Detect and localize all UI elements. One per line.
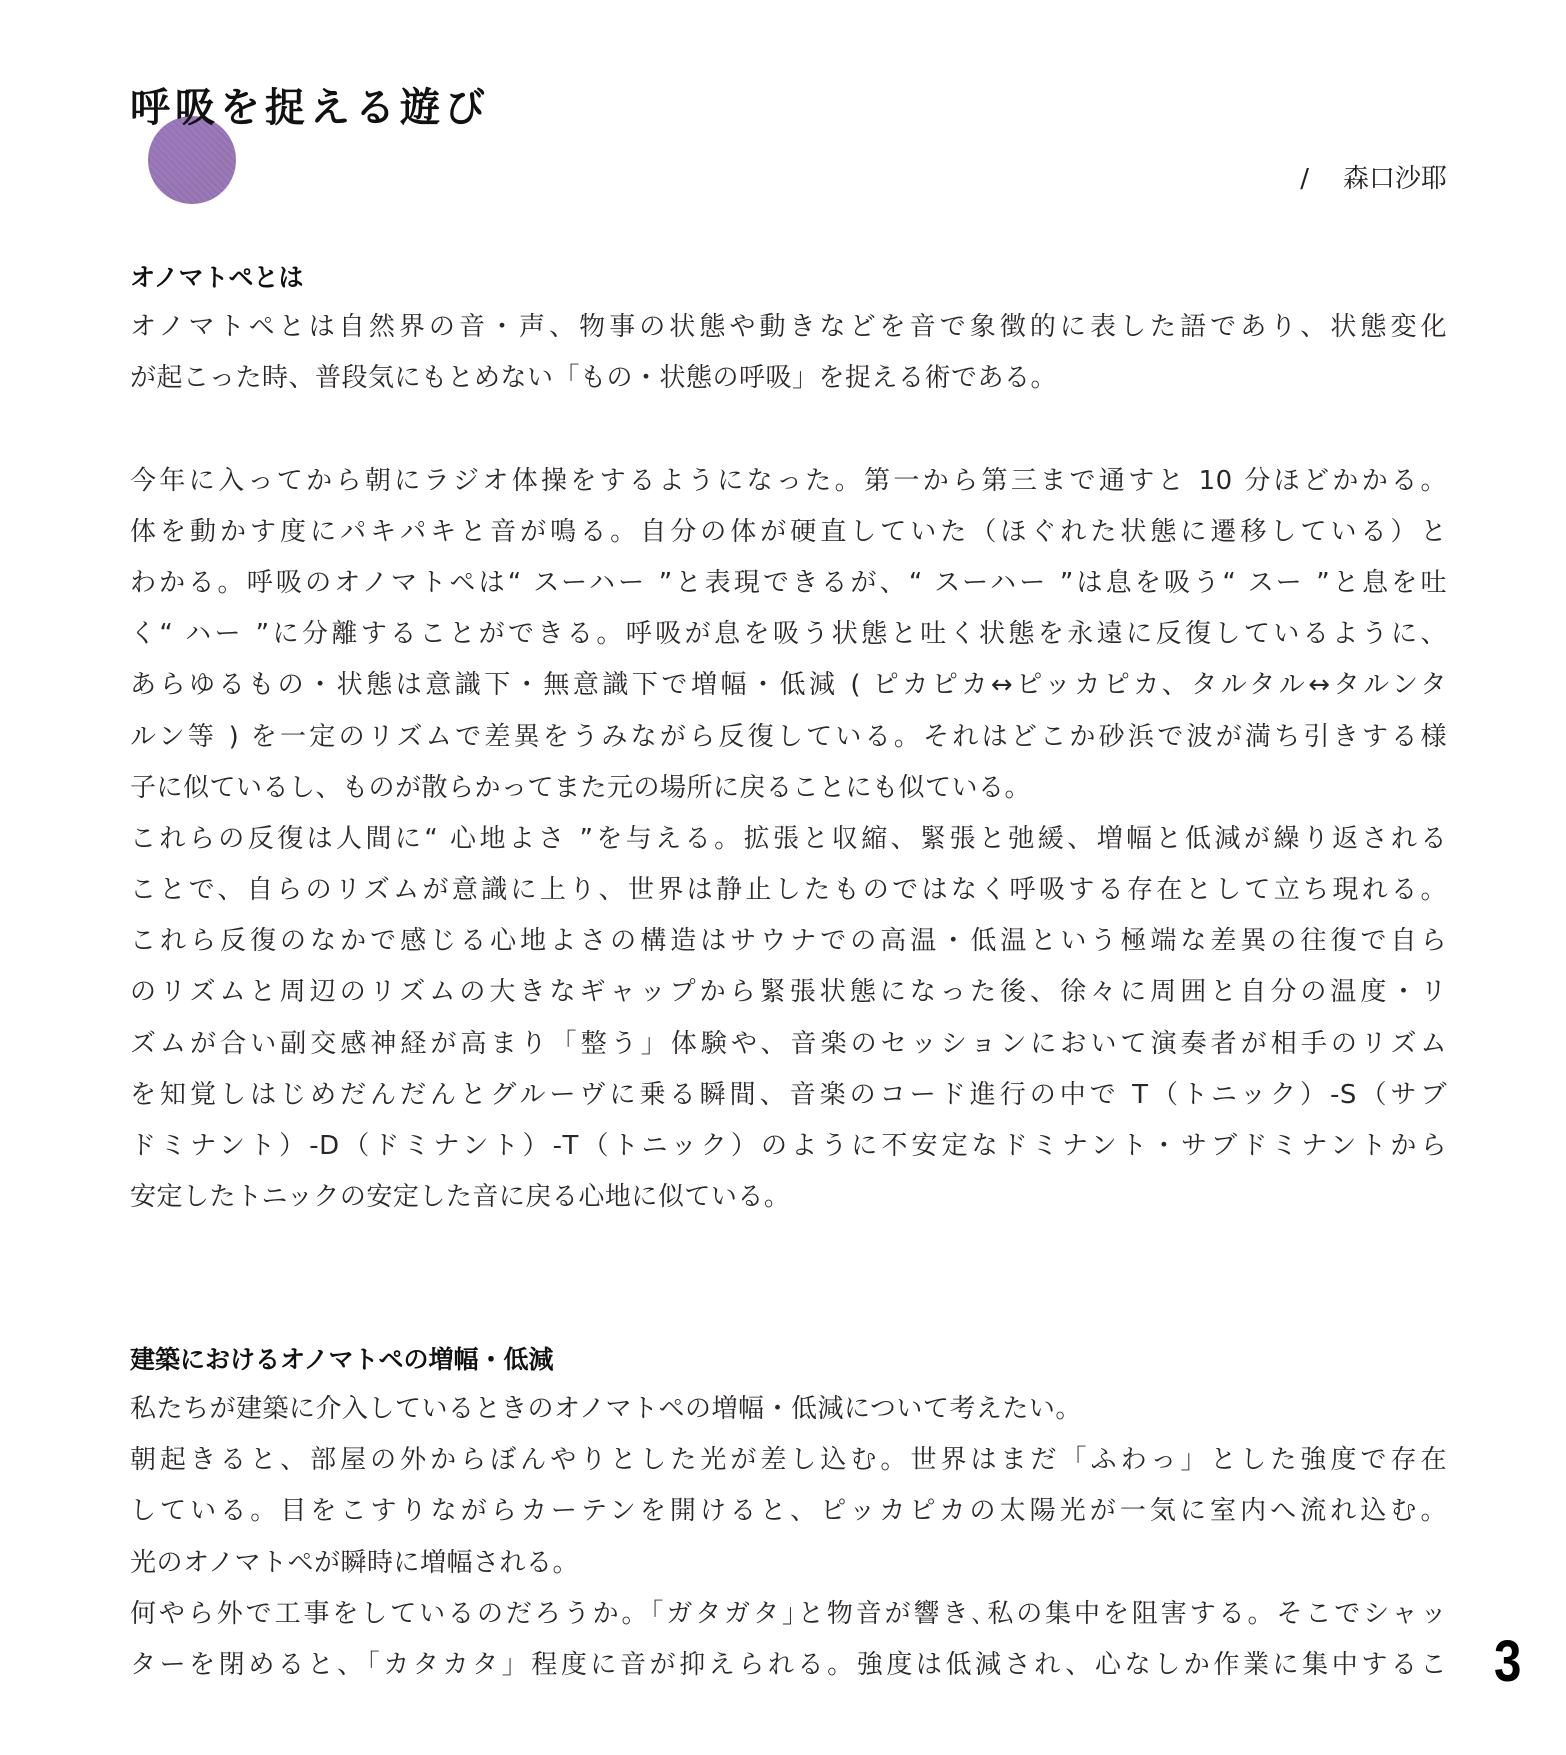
body-line: ターを閉めると、「カタカタ」程度に音が抑えられる。強度は低減され、心なしか作業に集中するこ xyxy=(130,1649,1447,1680)
body-line: これら反復のなかで感じる心地よさの構造はサウナでの高温・低温という極端な差異の往復で自ら xyxy=(130,926,1447,957)
body-line: オノマトペとは自然界の音・声、物事の状態や動きなどを音で象徴的に表した語であり、状態変化 xyxy=(130,312,1447,342)
body-line: 何やら外で工事をしているのだろうか。｢ガタガタ｣と物音が響き､私の集中を阻害する。そこでシャッ xyxy=(130,1598,1447,1629)
body-line: 安定したトニックの安定した音に戻る心地に似ている。 xyxy=(130,1182,791,1213)
body-line: これらの反復は人間に“ 心地よさ ”を与える。拡張と収縮、緊張と弛緩、増幅と低減が繰り返される xyxy=(130,823,1447,854)
section-heading: オノマトペとは xyxy=(130,263,304,292)
author-byline xyxy=(1300,162,1447,196)
body-line: あらゆるもの・状態は意識下・無意識下で増幅・低減 ( ピカピカ↔ピッカピカ、タルタル↔タルンタ xyxy=(130,670,1447,701)
body-line: を知覚しはじめだんだんとグルーヴに乗る瞬間、音楽のコード進行の中で T（トニック）-S（サブ xyxy=(130,1079,1447,1110)
body-line: 今年に入ってから朝にラジオ体操をするようになった。第一から第三まで通すと 10 分ほどかかる。 xyxy=(130,465,1447,496)
body-line: のリズムと周辺のリズムの大きなギャップから緊張状態になった後、徐々に周囲と自分の温度・リ xyxy=(130,977,1447,1008)
section-onomatopoeia xyxy=(130,258,1447,1223)
author-name: 森口沙耶 xyxy=(1342,164,1447,194)
body-line: く“ ハー ”に分離することができる。呼吸が息を吸う状態と吐く状態を永遠に反復しているように、 xyxy=(130,619,1447,650)
body-line: ルン等 ) を一定のリズムで差異をうみながら反復している。それはどこか砂浜で波が満ち引きする様 xyxy=(130,721,1447,752)
section-architecture-onomatopoeia xyxy=(130,1340,1447,1691)
page-title: 呼吸を捉える遊び xyxy=(130,85,490,131)
body-line: 私たちが建築に介入しているときのオノマトペの増幅・低減について考えたい。 xyxy=(130,1394,1082,1424)
body-line: 体を動かす度にパキパキと音が鳴る。自分の体が硬直していた（ほぐれた状態に遷移している）と xyxy=(130,516,1447,547)
body-line: が起こった時、普段気にもとめない「もの・状態の呼吸」を捉える術である。 xyxy=(130,363,1057,394)
body-line: ことで、自らのリズムが意識に上り、世界は静止したものではなく呼吸する存在として立ち現れる。 xyxy=(130,875,1447,906)
body-line: 子に似ているし、ものが散らかってまた元の場所に戻ることにも似ている。 xyxy=(130,772,1032,803)
body-line: している。目をこすりながらカーテンを開けると、ピッカピカの太陽光が一気に室内へ流れ込む。 xyxy=(130,1496,1447,1527)
author-separator: / xyxy=(1300,164,1309,194)
page-number: 3 xyxy=(1494,1629,1522,1694)
section-body xyxy=(130,1384,1447,1691)
section-body xyxy=(130,302,1447,1223)
body-line: ズムが合い副交感神経が高まり「整う」体験や、音楽のセッションにおいて演奏者が相手のリズム xyxy=(130,1028,1447,1059)
body-line: ドミナント）-D（ドミナント）-T（トニック）のように不安定なドミナント・サブドミナントから xyxy=(130,1131,1447,1161)
body-line: 朝起きると、部屋の外からぼんやりとした光が差し込む。世界はまだ「ふわっ」とした強度で存在 xyxy=(130,1445,1447,1476)
body-line: わかる。呼吸のオノマトペは“ スーハー ”と表現できるが、“ スーハー ”は息を吸う“ スー ”と息を吐 xyxy=(130,567,1447,598)
paragraph-spacer xyxy=(130,404,1447,455)
body-line: 光のオノマトペが瞬時に増幅される。 xyxy=(130,1547,579,1578)
section-heading: 建築におけるオノマトペの増幅・低減 xyxy=(130,1345,554,1374)
